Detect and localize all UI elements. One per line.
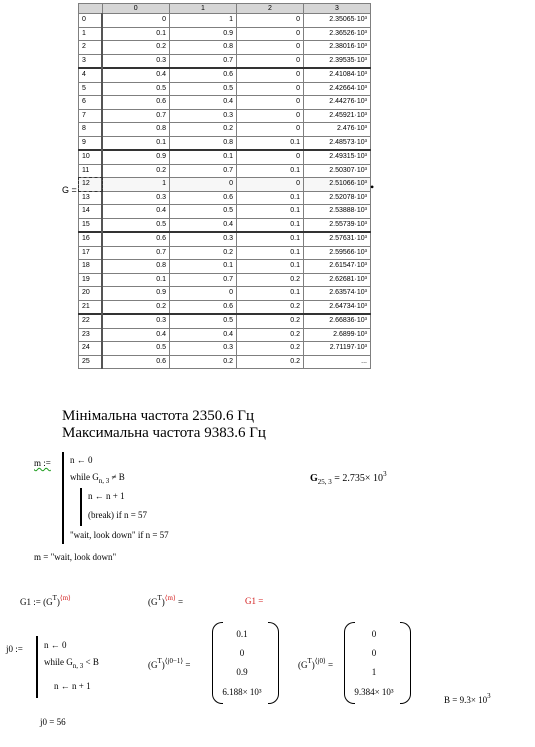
program-line: n ← n + 1 [54,681,91,691]
matrix-cell: 2.66836·10³ [304,314,371,328]
vector-value: 0.1 [236,629,248,639]
matrix-cell: 2.55739·10³ [304,218,371,232]
matrix-cell: 2.59566·10³ [304,246,371,260]
matrix-cell: 2.42664·10³ [304,82,371,96]
matrix-cell: 2.49315·10³ [304,150,371,164]
vector-value: 0 [239,648,245,658]
matrix-cell: 0 [237,109,304,123]
table-row [79,96,371,110]
matrix-cell: 0.4 [170,218,237,232]
row-index-cell: 21 [79,300,103,314]
min-frequency-text: Мінімальна частота 2350.6 Гц [62,408,255,424]
matrix-cell: 0 [237,54,304,68]
program-line: n ← 0 [70,455,93,465]
program-line: n ← n + 1 [88,491,125,501]
table-row [79,54,371,68]
matrix-cell: 0.2 [237,273,304,287]
matrix-cell: 0 [237,178,304,192]
matrix-cell: 0 [237,123,304,137]
matrix-cell: 0.5 [170,82,237,96]
program-j0-lhs: j0 := [6,644,23,654]
matrix-col-header: 3 [304,4,371,14]
matrix-cell: 0.4 [102,328,170,342]
vector-value: 0.9 [236,667,248,677]
table-row [79,218,371,232]
matrix-col-header: 0 [102,4,170,14]
row-index-cell: 25 [79,355,103,369]
m-result: m = "wait, look down" [34,552,117,562]
program-inner-bar [80,488,82,526]
table-row [79,191,371,205]
matrix-cell: 0.2 [102,41,170,55]
matrix-cell: 0.2 [170,246,237,260]
matrix-cell: 0.2 [237,300,304,314]
table-row [79,314,371,328]
b-result: $B = 9.3\times 10^3$ [444,692,491,705]
g1-definition[interactable]: G1 := $(G^T)^{⟨m⟩}$ [20,594,71,607]
matrix-cell: 1 [170,14,237,28]
table-row [79,273,371,287]
row-index-cell: 6 [79,96,103,110]
table-row [79,27,371,41]
matrix-cell: 0.6 [170,68,237,82]
vector-value: 1 [371,667,377,677]
matrix-cell: 0.2 [237,355,304,369]
row-index-cell: 16 [79,232,103,246]
matrix-cell: 2.39535·10³ [304,54,371,68]
matrix-header-row [79,4,371,14]
matrix-cell: 0.1 [237,218,304,232]
matrix-cell: 0.6 [170,191,237,205]
g25-3-result: $G_{25, 3} = 2.735\times 10^3$ [310,470,387,486]
program-line: while $G_{n, 3} \ne B$ [70,472,125,485]
matrix-cell: 0.1 [237,136,304,150]
table-row [79,287,371,301]
matrix-cell: 2.51066·10³ [304,178,371,192]
matrix-cell: 0.6 [102,355,170,369]
matrix-cell: 0.9 [102,150,170,164]
matrix-cell: 0.5 [170,314,237,328]
matrix-cell: 0 [102,14,170,28]
matrix-cell: 2.52078·10³ [304,191,371,205]
matrix-cell: 2.63574·10³ [304,287,371,301]
matrix-cell: 0 [237,41,304,55]
matrix-cell: 0.1 [237,287,304,301]
matrix-cell: 0.6 [170,300,237,314]
table-row [79,68,371,82]
matrix-cell: 2.64734·10³ [304,300,371,314]
matrix-cell: 2.53888·10³ [304,205,371,219]
matrix-cell: 0.2 [170,355,237,369]
matrix-cell: 2.57631·10³ [304,232,371,246]
matrix-cell: 0.1 [237,191,304,205]
table-row [79,109,371,123]
row-index-cell: 11 [79,164,103,178]
matrix-cell: 2.62681·10³ [304,273,371,287]
program-line: while $G_{n, 3} < B$ [44,657,99,670]
matrix-cell: 0.2 [237,342,304,356]
table-row [79,150,371,164]
matrix-cell: 0.5 [102,82,170,96]
matrix-cell: 2.476·10³ [304,123,371,137]
matrix-cell: 0 [237,14,304,28]
matrix-cell: 0 [237,27,304,41]
row-index-cell: 3 [79,54,103,68]
matrix-cell: 2.61547·10³ [304,260,371,274]
program-bar [36,636,38,698]
matrix-cell: 0.3 [102,54,170,68]
matrix-cell: 2.48573·10³ [304,136,371,150]
matrix-cell: 0.3 [102,314,170,328]
row-index-cell: 17 [79,246,103,260]
matrix-cell: 0.1 [170,260,237,274]
matrix-cell: 0.2 [102,164,170,178]
matrix-cell: 0.3 [102,191,170,205]
matrix-cell: 0 [237,150,304,164]
matrix-cell: 0.1 [102,273,170,287]
row-index-cell: 10 [79,150,103,164]
table-row [79,342,371,356]
row-index-cell: 1 [79,27,103,41]
matrix-cell: 0.8 [102,123,170,137]
vector-j0-label: $(G^T)^{⟨j0⟩}$ = [298,657,334,670]
table-row [79,41,371,55]
row-index-cell: 15 [79,218,103,232]
matrix-cell: 0.1 [102,136,170,150]
matrix-cell: 0.8 [102,260,170,274]
matrix-cell: 0.6 [102,232,170,246]
row-index-cell: 8 [79,123,103,137]
matrix-cell: 2.71197·10³ [304,342,371,356]
table-row [79,82,371,96]
matrix-cell: 0.6 [102,96,170,110]
program-line: n ← 0 [44,640,67,650]
table-row [79,136,371,150]
vector-value: 0 [371,629,377,639]
matrix-cell: 2.41084·10³ [304,68,371,82]
matrix-cell: 0.2 [237,314,304,328]
matrix-cell: 0.3 [170,342,237,356]
matrix-cell: 0.7 [170,164,237,178]
matrix-cell: 2.36526·10³ [304,27,371,41]
matrix-cell: 0 [237,68,304,82]
matrix-cell: 2.44276·10³ [304,96,371,110]
cursor-marker: • [370,180,375,194]
table-row [79,178,371,192]
matrix-cell: 0.3 [170,232,237,246]
matrix-cell: 2.50307·10³ [304,164,371,178]
matrix-cell: 2.38016·10³ [304,41,371,55]
matrix-cell: 0.7 [170,54,237,68]
row-index-cell: 19 [79,273,103,287]
row-index-cell: 22 [79,314,103,328]
table-row [79,232,371,246]
row-index-cell: 23 [79,328,103,342]
matrix-cell: 0.5 [102,218,170,232]
matrix-cell: 0.7 [102,109,170,123]
matrix-cell: 0.5 [102,342,170,356]
table-row [79,355,371,369]
program-line: "wait, look down" if n = 57 [70,530,169,540]
max-frequency-text: Максимальна частота 9383.6 Гц [62,425,266,441]
matrix-cell: 0.8 [170,136,237,150]
row-index-cell: 24 [79,342,103,356]
matrix-cell: 0.1 [102,27,170,41]
row-index-cell: 18 [79,260,103,274]
program-m-lhs: m := [34,458,51,468]
matrix-cell: 0.1 [237,205,304,219]
table-row [79,123,371,137]
row-index-cell: 7 [79,109,103,123]
matrix-cell: 0.2 [170,123,237,137]
matrix-cell: 0.2 [237,328,304,342]
matrix-cell: 0.1 [237,232,304,246]
matrix-cell: 2.35065·10³ [304,14,371,28]
matrix-cell: 0.3 [170,109,237,123]
result-matrix-table [78,3,371,369]
matrix-cell: 0.4 [102,68,170,82]
row-index-cell: 12 [79,178,103,192]
matrix-cell: 0 [170,287,237,301]
row-index-cell: 20 [79,287,103,301]
matrix-cell: 0.4 [170,96,237,110]
table-row [79,205,371,219]
matrix-cell: 0 [237,82,304,96]
vector-value: 9.384× 10³ [354,687,394,697]
gt-m-evaluation[interactable]: $(G^T)^{⟨m⟩}$ = [148,594,184,607]
table-row [79,300,371,314]
matrix-cell: 0 [170,178,237,192]
matrix-cell: 0.7 [102,246,170,260]
matrix-cell: 2.6899·10³ [304,328,371,342]
table-row [79,260,371,274]
matrix-cell: 0.7 [170,273,237,287]
vector-value: 0 [371,648,377,658]
program-bar [62,452,64,544]
vector-j0-minus-1-label: $(G^T)^{⟨j0-1⟩}$ = [148,657,191,670]
matrix-cell: 0.4 [102,205,170,219]
row-index-cell: 13 [79,191,103,205]
matrix-cell: 1 [102,178,170,192]
row-index-cell: 4 [79,68,103,82]
table-row [79,14,371,28]
table-row [79,328,371,342]
matrix-col-header: 1 [170,4,237,14]
matrix-cell: 0.1 [237,246,304,260]
row-index-cell: 0 [79,14,103,28]
matrix-cell: 0.1 [237,260,304,274]
matrix-col-header: 2 [237,4,304,14]
matrix-cell: 0.4 [170,328,237,342]
row-index-cell: 9 [79,136,103,150]
matrix-cell: 0.5 [170,205,237,219]
matrix-cell: 0.1 [170,150,237,164]
matrix-cell: 0.9 [102,287,170,301]
g1-evaluation[interactable]: G1 = [245,596,264,606]
matrix-cell: 0 [237,96,304,110]
matrix-corner-cell [79,4,103,14]
j0-result: j0 = 56 [40,717,66,727]
program-line: (break) if n = 57 [88,510,148,520]
matrix-cell: 0.1 [237,164,304,178]
matrix-cell: 0.8 [170,41,237,55]
vector-value: 6.188× 10³ [222,687,262,697]
matrix-cell: 0.9 [170,27,237,41]
row-index-cell: 14 [79,205,103,219]
matrix-variable-label: G = [62,185,77,195]
table-row [79,164,371,178]
table-row [79,246,371,260]
matrix-cell: 0.2 [102,300,170,314]
row-index-cell: 2 [79,41,103,55]
row-index-cell: 5 [79,82,103,96]
matrix-cell: ... [304,355,371,369]
matrix-cell: 2.45921·10³ [304,109,371,123]
